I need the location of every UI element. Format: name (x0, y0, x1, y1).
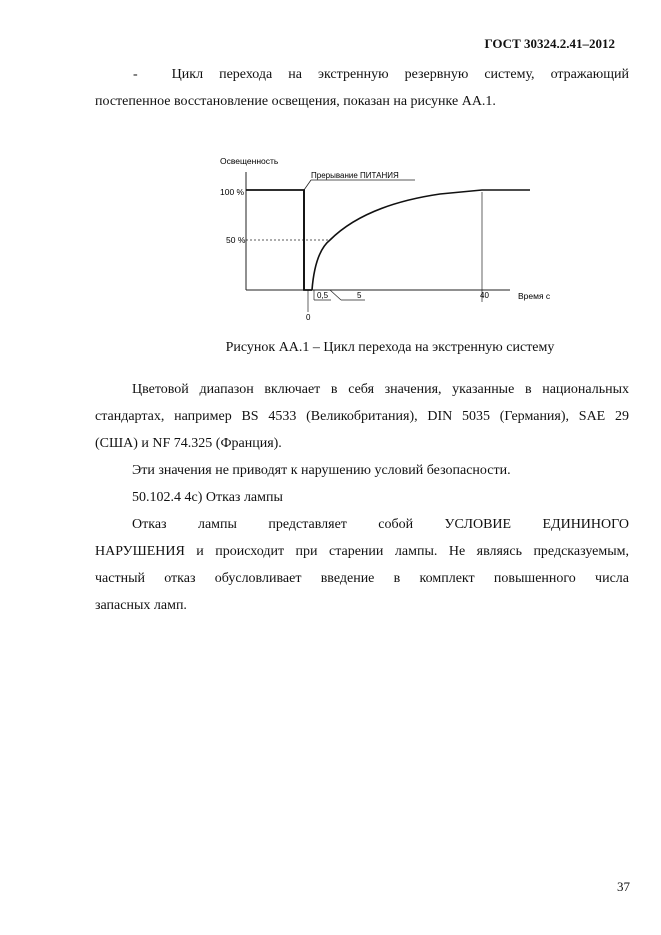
figure-caption: Рисунок АА.1 – Цикл перехода на экстренную систему (225, 340, 555, 355)
x-tick-5: 5 (357, 291, 362, 300)
annotation-leader (304, 180, 311, 190)
y-tick-50: 50 % (226, 235, 246, 245)
p4-line-1: Отказ лампы представляет собой УСЛОВИЕ ЕДИНИНОГО (132, 517, 629, 532)
body-paragraph-4 (95, 511, 629, 619)
body-paragraph-2: Эти значения не приводят к нарушению условий безопасности. (132, 463, 511, 478)
p1-line-3: (США) и NF 74.325 (Франция). (95, 436, 282, 451)
intro-line-2: постепенное восстановление освещения, показан на рисунке АА.1. (95, 94, 496, 109)
p1-line-2: стандартах, например BS 4533 (Великобритания), DIN 5035 (Германия), SAE 29 (95, 409, 629, 424)
illumination-chart (200, 150, 570, 325)
x-axis-label: Время с (518, 291, 551, 301)
p4-line-2: НАРУШЕНИЯ и происходит при старении лампы. Не являясь предсказуемым, (95, 544, 629, 559)
x-tick-40: 40 (480, 291, 489, 300)
intro-paragraph (95, 61, 629, 115)
tick-5-leader (330, 290, 341, 300)
bullet-dash: - (133, 67, 138, 82)
intro-line-1-text: Цикл перехода на экстренную резервную систему, отражающий (171, 67, 629, 82)
y-axis-label: Освещенность (220, 156, 279, 166)
y-tick-100: 100 % (220, 187, 245, 197)
interruption-annotation: Прерывание ПИТАНИЯ (311, 171, 399, 180)
x-tick-0-5: 0,5 (317, 291, 329, 300)
illumination-recovery-curve (312, 190, 530, 290)
x-tick-0: 0 (306, 313, 311, 322)
section-heading: 50.102.4 4с) Отказ лампы (132, 490, 283, 505)
p1-line-1: Цветовой диапазон включает в себя значения, указанные в национальных (132, 382, 629, 397)
body-paragraph-1 (95, 376, 629, 457)
intro-line-1 (95, 61, 629, 88)
page-number: 37 (617, 879, 630, 894)
p4-line-4: запасных ламп. (95, 598, 187, 613)
document-header: ГОСТ 30324.2.41–2012 (484, 36, 615, 51)
p4-line-3: частный отказ обусловливает введение в комплект повышенного числа (95, 571, 629, 586)
